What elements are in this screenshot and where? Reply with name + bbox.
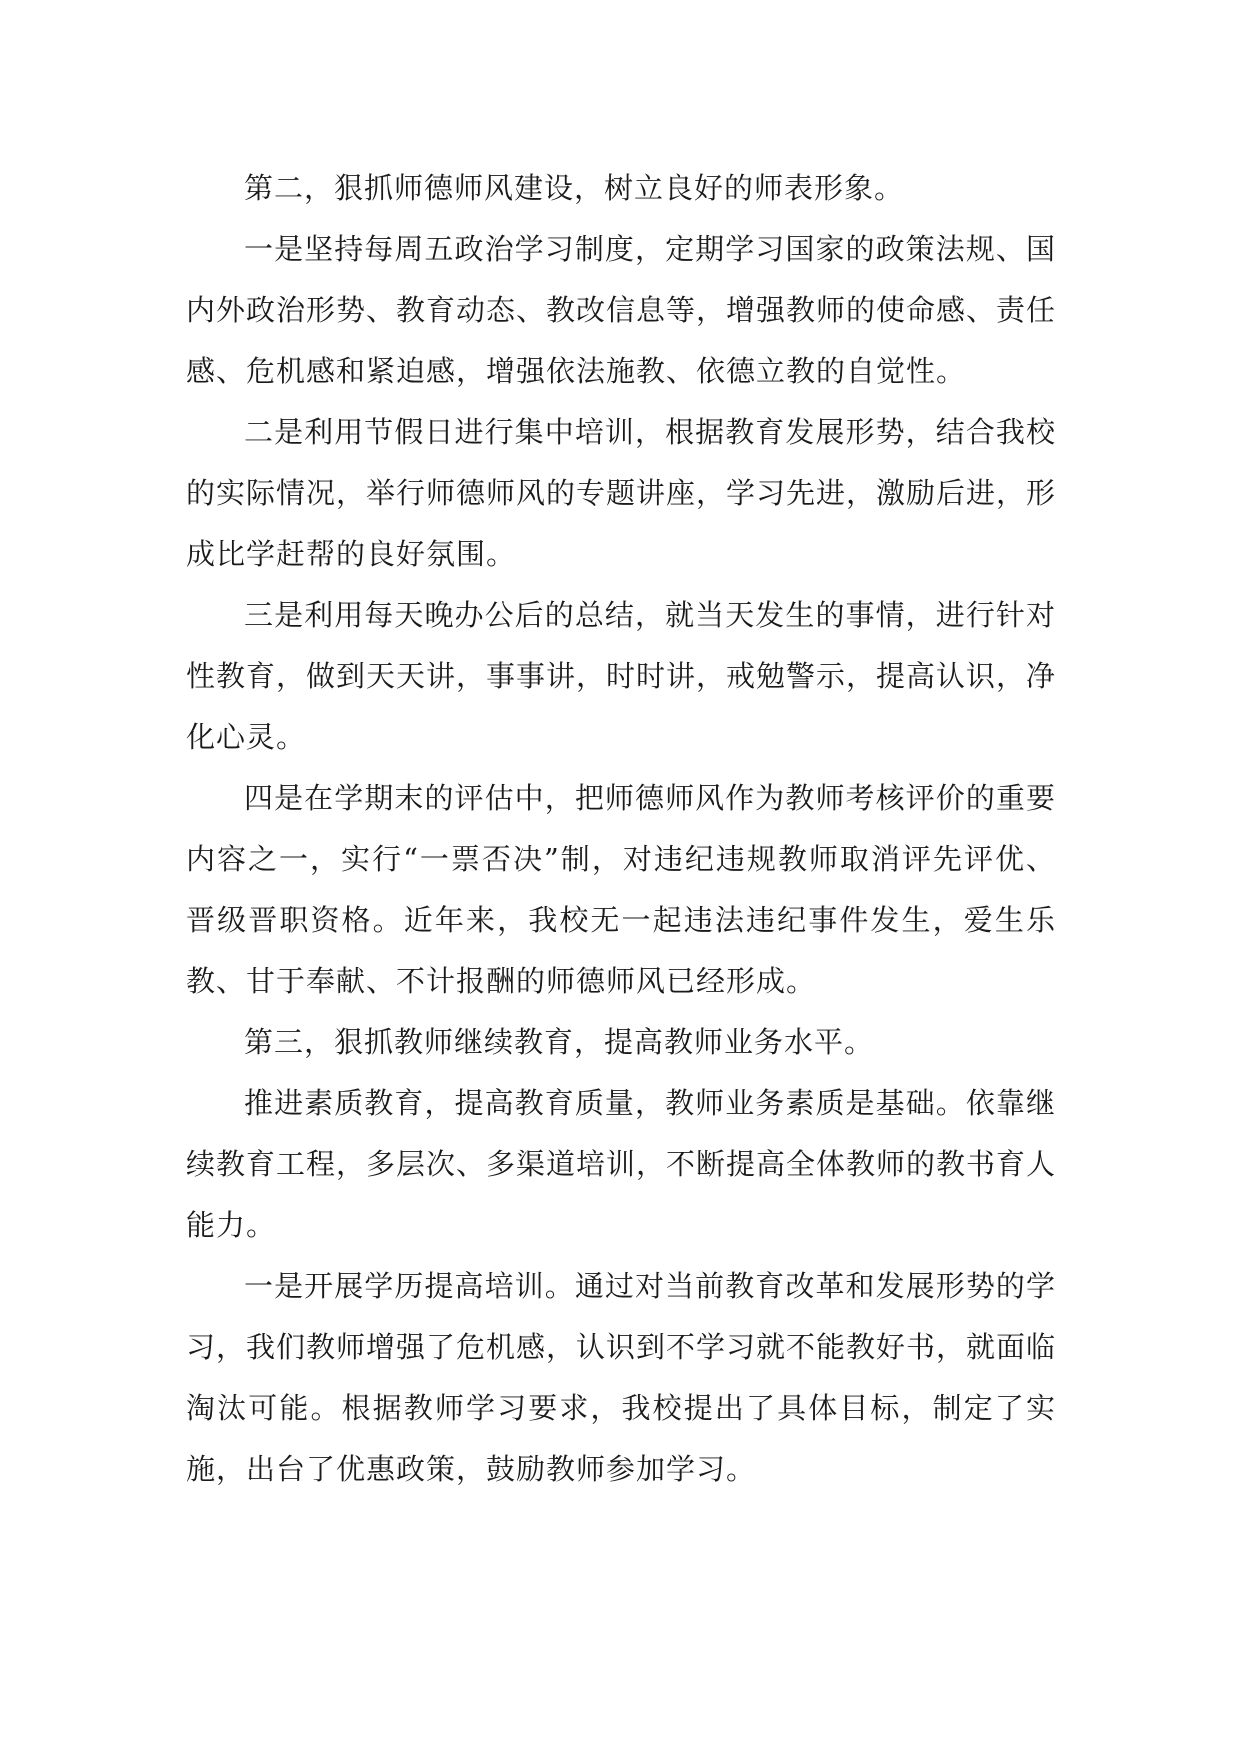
heading-third-point: 第三，狠抓教师继续教育，提高教师业务水平。 [244,1025,875,1059]
paragraph-political-study: 一是坚持每周五政治学习制度，定期学习国家的政策法规、国内外政治形势、教育动态、教改信息等，增强教师的使命感、责任感、危机感和紧迫感，增强依法施教、依德立教的自觉性。 [186,232,1057,388]
paragraph-daily-summary: 三是利用每天晚办公后的总结，就当天发生的事情，进行针对性教育，做到天天讲，事事讲，时时讲，戒勉警示，提高认识，净化心灵。 [186,598,1057,754]
paragraph-quality-education: 推进素质教育，提高教育质量，教师业务素质是基础。依靠继续教育工程，多层次、多渠道培训，不断提高全体教师的教书育人能力。 [186,1086,1057,1242]
paragraph-degree-training: 一是开展学历提高培训。通过对当前教育改革和发展形势的学习，我们教师增强了危机感，认识到不学习就不能教好书，就面临淘汰可能。根据教师学习要求，我校提出了具体目标，制定了实施，出台了优惠政策，鼓励教师参加学习。 [186,1269,1057,1486]
heading-second-point: 第二，狠抓师德师风建设，树立良好的师表形象。 [244,171,905,205]
paragraph-term-evaluation: 四是在学期末的评估中，把师德师风作为教师考核评价的重要内容之一，实行“一票否决”制，对违纪违规教师取消评先评优、晋级晋职资格。近年来，我校无一起违法违纪事件发生，爱生乐教、甘于奉献、不计报酬的师德师风已经形成。 [186,781,1056,998]
paragraph-holiday-training: 二是利用节假日进行集中培训，根据教育发展形势，结合我校的实际情况，举行师德师风的专题讲座，学习先进，激励后进，形成比学赶帮的良好氛围。 [186,415,1057,571]
document-body [186,158,1056,1500]
